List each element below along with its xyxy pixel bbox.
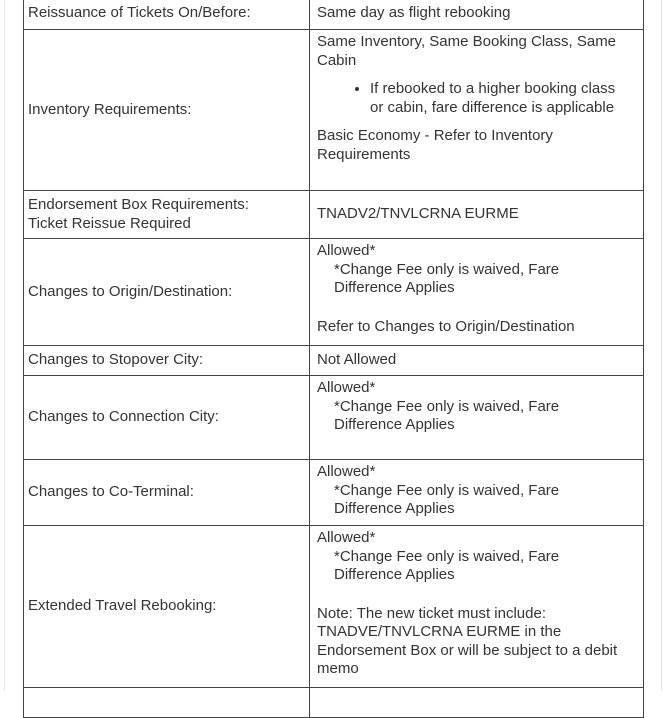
policy-table (23, 0, 644, 718)
row-value (310, 526, 644, 688)
list-item: • If rebooked to a higher booking class or cabin, fare difference is applicable (370, 80, 631, 117)
row-label: Changes to Origin/Destination: (24, 239, 310, 346)
fee-note-text: *Change Fee only is waived, Fare Difference Applies (334, 260, 560, 296)
table-row-extended-travel (24, 526, 644, 688)
row-label: Inventory Requirements: (24, 30, 310, 191)
row-value (310, 460, 644, 526)
extra-note-text: Note: The new ticket must include: TNADVE/TNVLCRNA EURME in the Endorsement Box or will be subject to a debit memo (317, 604, 618, 677)
row-value: TNADV2/TNVLCRNA EURME (310, 191, 644, 239)
fee-note-text: *Change Fee only is waived, Fare Difference Applies (334, 481, 560, 517)
fee-note-text: *Change Fee only is waived, Fare Difference Applies (334, 397, 560, 433)
row-value (310, 30, 644, 191)
table-row-connection (24, 376, 644, 460)
row-value: Same day as flight rebooking (310, 0, 644, 30)
table-row-stopover (24, 346, 644, 376)
row-label (24, 688, 310, 718)
row-value (310, 239, 644, 346)
allowed-text: Allowed* (317, 529, 376, 546)
allowed-text: Allowed* (317, 242, 376, 259)
page-border-right (661, 0, 662, 690)
inventory-note-list (317, 80, 631, 117)
page-border-left (4, 0, 5, 690)
row-label-line: Endorsement Box Requirements: (28, 196, 249, 213)
row-value (310, 688, 644, 718)
table-row-endorsement (24, 191, 644, 239)
row-label-line: Ticket Reissue Required (28, 214, 191, 232)
table-row-next (24, 688, 644, 718)
row-value (310, 376, 644, 460)
fee-note-text: *Change Fee only is waived, Fare Difference Applies (334, 547, 560, 583)
row-label: Extended Travel Rebooking: (24, 526, 310, 688)
extra-note-text: Refer to Changes to Origin/Destination (317, 317, 575, 335)
table-row-reissuance (24, 0, 644, 30)
inventory-requirement-text: Same Inventory, Same Booking Class, Same Cabin (317, 33, 617, 69)
allowed-text: Allowed* (317, 379, 376, 396)
allowed-text: Allowed* (317, 463, 376, 480)
row-label (24, 191, 310, 239)
row-label: Reissuance of Tickets On/Before: (24, 0, 310, 30)
row-label: Changes to Stopover City: (24, 346, 310, 376)
basic-economy-text: Basic Economy - Refer to Inventory Requirements (317, 127, 553, 163)
table-row-inventory (24, 30, 644, 191)
row-value: Not Allowed (310, 346, 644, 376)
row-label: Changes to Co-Terminal: (24, 460, 310, 526)
table-row-origin-destination (24, 239, 644, 346)
table-row-co-terminal (24, 460, 644, 526)
row-label: Changes to Connection City: (24, 376, 310, 460)
